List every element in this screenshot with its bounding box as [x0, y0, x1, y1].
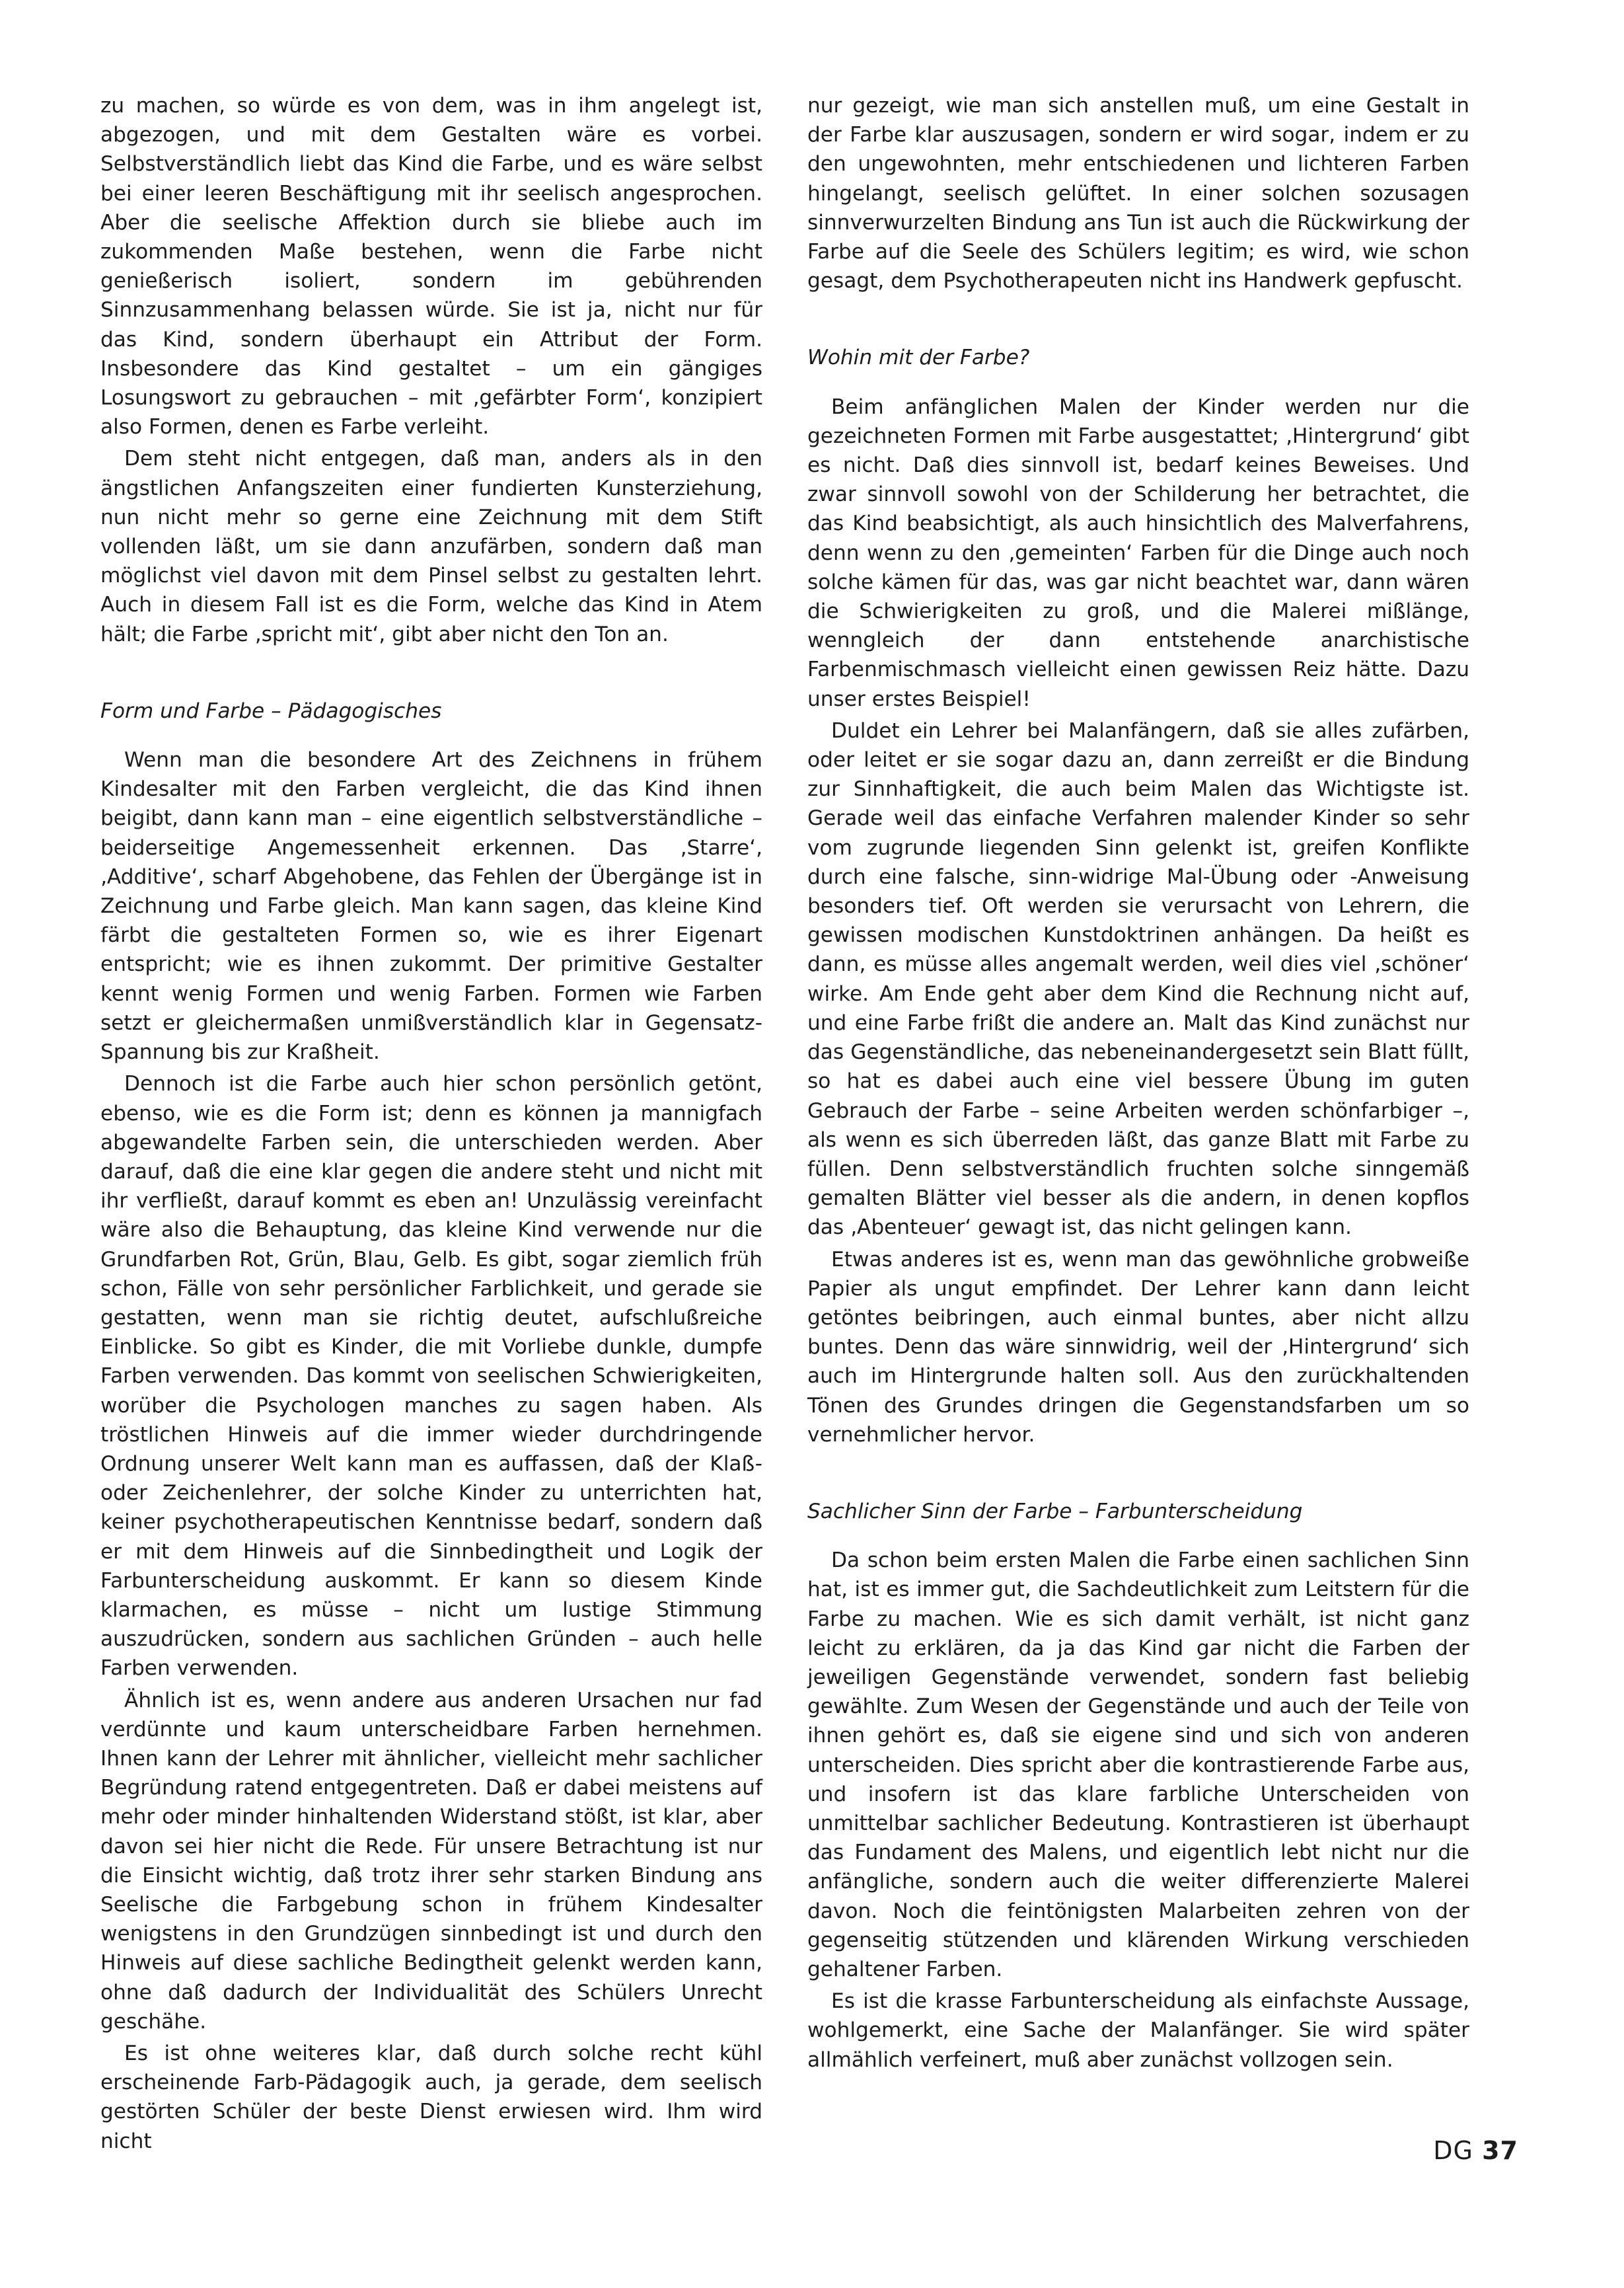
paragraph: nur gezeigt, wie man sich anstellen muß, um eine Gestalt in der Farbe klar auszusagen, sondern er wird sogar, indem er zu den ungewohnten, mehr entschiedenen und lichteren Farben hingelangt, seelisch gelüftet. In einer solchen sozusagen sinnverwurzelten Bindung ans Tun ist auch die Rückwirkung der Farbe auf die Seele des Schülers legitim; es wird, wie schon gesagt, dem Psychotherapeuten nicht ins Handwerk gepfuscht. [807, 94, 1469, 293]
section-heading: Wohin mit der Farbe? [807, 346, 1030, 370]
paragraph: Dem steht nicht entgegen, daß man, anders als in den ängstlichen Anfangszeiten einer fundierten Kunsterziehung, nun nicht mehr so gerne eine Zeichnung mit dem Stift vollenden läßt, um sie dann anzufärben, sondern daß man möglichst viel davon mit dem Pinsel selbst zu gestalten lehrt. Auch in diesem Fall ist es die Form, welche das Kind in Atem hält; die Farbe ‚spricht mit‘, gibt aber nicht den Ton an. [100, 447, 762, 646]
paragraph: Etwas anderes ist es, wenn man das gewöhnliche grobweiße Papier als ungut empfindet. Der Lehrer kann dann leicht getöntes beibringen, auch einmal buntes, aber nicht allzu buntes. Denn das wäre sinnwidrig, weil der ‚Hintergrund‘ sich auch im Hintergrunde halten soll. Aus den zurückhaltenden Tönen des Grundes dringen die Gegenstandsfarben um so vernehmlicher hervor. [807, 1247, 1469, 1447]
paragraph: Da schon beim ersten Malen die Farbe einen sachlichen Sinn hat, ist es immer gut, die Sachdeutlichkeit zum Leitstern für die Farbe zu machen. Wie es sich damit verhält, ist nicht ganz leicht zu erklären, da ja das Kind gar nicht die Farben der jeweiligen Gegenstände verwendet, sondern fast beliebig gewählte. Zum Wesen der Gegenstände und auch der Teile von ihnen gehört es, daß sie eigene sind und sich von anderen unterscheiden. Dies spricht aber die kontrastierende Farbe aus, und insofern ist das klare farbliche Unterscheiden von unmittelbar sachlicher Bedeutung. Kontrastieren ist überhaupt das Fundament des Malens, und eigentlich lebt nicht nur die anfängliche, sondern auch die weiter differenzierte Malerei davon. Noch die feintönigsten Malarbeiten zehren von der gegenseitig stützenden und klärenden Wirkung verschieden gehaltener Farben. [807, 1548, 1469, 1981]
paragraph: Es ist die krasse Farbunterscheidung als einfachste Aussage, wohlgemerkt, eine Sache der Malanfänger. Sie wird später allmählich verfeinert, muß aber zunächst vollzogen sein. [807, 1989, 1469, 2072]
paragraph: Es ist ohne weiteres klar, daß durch solche recht kühl erscheinende Farb-Pädagogik auch, ja gerade, dem seelisch gestörten Schüler der beste Dienst erwiesen wird. Ihm wird nicht [100, 2041, 762, 2153]
paragraph: Dennoch ist die Farbe auch hier schon persönlich getönt, ebenso, wie es die Form ist; denn es können ja mannigfach abgewandelte Farben sein, die unterschieden werden. Aber darauf, daß die eine klar gegen die andere steht und nicht mit ihr verfließt, darauf kommt es eben an! Unzulässig vereinfacht wäre also die Behauptung, das kleine Kind verwende nur die Grundfarben Rot, Grün, Blau, Gelb. Es gibt, sogar ziemlich früh schon, Fälle von sehr persönlicher Farblichkeit, und gerade sie gestatten, wenn man sie richtig deutet, aufschlußreiche Einblicke. So gibt es Kinder, die mit Vorliebe dunkle, dumpfe Farben verwenden. Das kommt von seelischen Schwierigkeiten, worüber die Psychologen manches zu sagen haben. Als tröstlichen Hinweis auf die immer wieder durchdringende Ordnung unserer Welt kann man es auffassen, daß der Klaß- oder Zeichenlehrer, der solche Kinder zu unterrichten hat, keiner psychotherapeutischen Kenntnisse bedarf, sondern daß er mit dem Hinweis auf die Sinnbedingtheit und Logik der Farbunterscheidung auskommt. Er kann so diesem Kinde klarmachen, es müsse – nicht um lustige Stimmung auszudrücken, sondern aus sachlichen Gründen – auch helle Farben verwenden. [100, 1072, 762, 1681]
paragraph: Wenn man die besondere Art des Zeichnens in frühem Kindesalter mit den Farben vergleicht, die das Kind ihnen beigibt, dann kann man – eine eigentlich selbstverständliche – beiderseitige Angemessenheit erkennen. Das ‚Starre‘, ‚Additive‘, scharf Abgehobene, das Fehlen der Übergänge ist in Zeichnung und Farbe gleich. Man kann sagen, das kleine Kind färbt die gestalteten Formen so, wie es ihrer Eigenart entspricht; wie es ihnen zukommt. Der primitive Gestalter kennt wenig Formen und wenig Farben. Formen wie Farben setzt er gleichermaßen unmißverständlich klar in Gegensatz-Spannung bis zur Kraßheit. [100, 748, 762, 1065]
page-number: 37 [1482, 2136, 1518, 2165]
left-column [100, 91, 762, 2158]
paragraph: zu machen, so würde es von dem, was in ihm angelegt ist, abgezogen, und mit dem Gestalten wäre es vorbei. Selbstverständlich liebt das Kind die Farbe, und es wäre selbst bei einer leeren Beschäftigung mit ihr seelisch angesprochen. Aber die seelische Affektion durch sie bliebe auch im zukommenden Maße bestehen, wenn die Farbe nicht genießerisch isoliert, sondern im gebührenden Sinnzusammenhang belassen würde. Sie ist ja, nicht nur für das Kind, sondern überhaupt ein Attribut der Form. Insbesondere das Kind gestaltet – um ein gängiges Losungswort zu gebrauchen – mit ‚gefärbter Form‘, konzipiert also Formen, denen es Farbe verleiht. [100, 94, 762, 439]
paragraph: Beim anfänglichen Malen der Kinder werden nur die gezeichneten Formen mit Farbe ausgestattet; ‚Hintergrund‘ gibt es nicht. Daß dies sinnvoll ist, bedarf keines Beweises. Und zwar sinnvoll sowohl von der Schilderung her betrachtet, die das Kind beabsichtigt, als auch hinsichtlich des Malverfahrens, denn wenn zu den ‚gemeinten‘ Farben für die Dinge auch noch solche kämen für das, was gar nicht beachtet war, dann wären die Schwierigkeiten zu groß, und die Malerei mißlänge, wenngleich der dann entstehende anarchistische Farbenmischmasch vielleicht einen gewissen Reiz hätte. Dazu unser erstes Beispiel! [807, 395, 1469, 711]
right-column [807, 91, 1469, 2077]
paragraph: Ähnlich ist es, wenn andere aus anderen Ursachen nur fad verdünnte und kaum unterscheidbare Farben hernehmen. Ihnen kann der Lehrer mit ähnlicher, vielleicht mehr sachlicher Begründung ratend entgegentreten. Daß er dabei meistens auf mehr oder minder hinhaltenden Widerstand stößt, ist klar, aber davon sei hier nicht die Rede. Für unsere Betrachtung ist nur die Einsicht wichtig, daß trotz ihrer sehr starken Bindung ans Seelische die Farbgebung schon in frühem Kindesalter wenigstens in den Grundzügen sinnbedingt ist und durch den Hinweis auf diese sachliche Bedingtheit gelenkt werden kann, ohne daß dadurch der Individualität des Schülers Unrecht geschähe. [100, 1688, 762, 2034]
page-footer [1433, 2136, 1518, 2165]
section-heading: Sachlicher Sinn der Farbe – Farbunterscheidung [807, 1499, 1303, 1523]
paragraph: Duldet ein Lehrer bei Malanfängern, daß sie alles zufärben, oder leitet er sie sogar dazu an, dann zerreißt er die Bindung zur Sinnhaftigkeit, die auch beim Malen das Wichtigste ist. Gerade weil das einfache Verfahren malender Kinder so sehr vom zugrunde liegenden Sinn gelenkt ist, greifen Konflikte durch eine falsche, sinn-widrige Mal-Übung oder -Anweisung besonders tief. Oft werden sie verursacht von Lehrern, die gewissen modischen Kunstdoktrinen anhängen. Da heißt es dann, es müsse alles angemalt werden, weil dies viel ‚schöner‘ wirke. Am Ende geht aber dem Kind die Rechnung nicht auf, und eine Farbe frißt die andere an. Malt das Kind zunächst nur das Gegenständliche, das nebeneinandergesetzt sein Blatt füllt, so hat es dabei auch eine viel bessere Übung im guten Gebrauch der Farbe – seine Arbeiten werden schönfarbiger –, als wenn es sich überreden läßt, das ganze Blatt mit Farbe zu füllen. Denn selbstverständlich fruchten solche sinngemäß gemalten Blätter viel besser als die andern, in denen kopflos das ‚Abenteuer‘ gewagt ist, das nicht gelingen kann. [807, 718, 1469, 1240]
journal-abbreviation: DG [1433, 2136, 1474, 2165]
section-heading: Form und Farbe – Pädagogisches [100, 699, 442, 723]
